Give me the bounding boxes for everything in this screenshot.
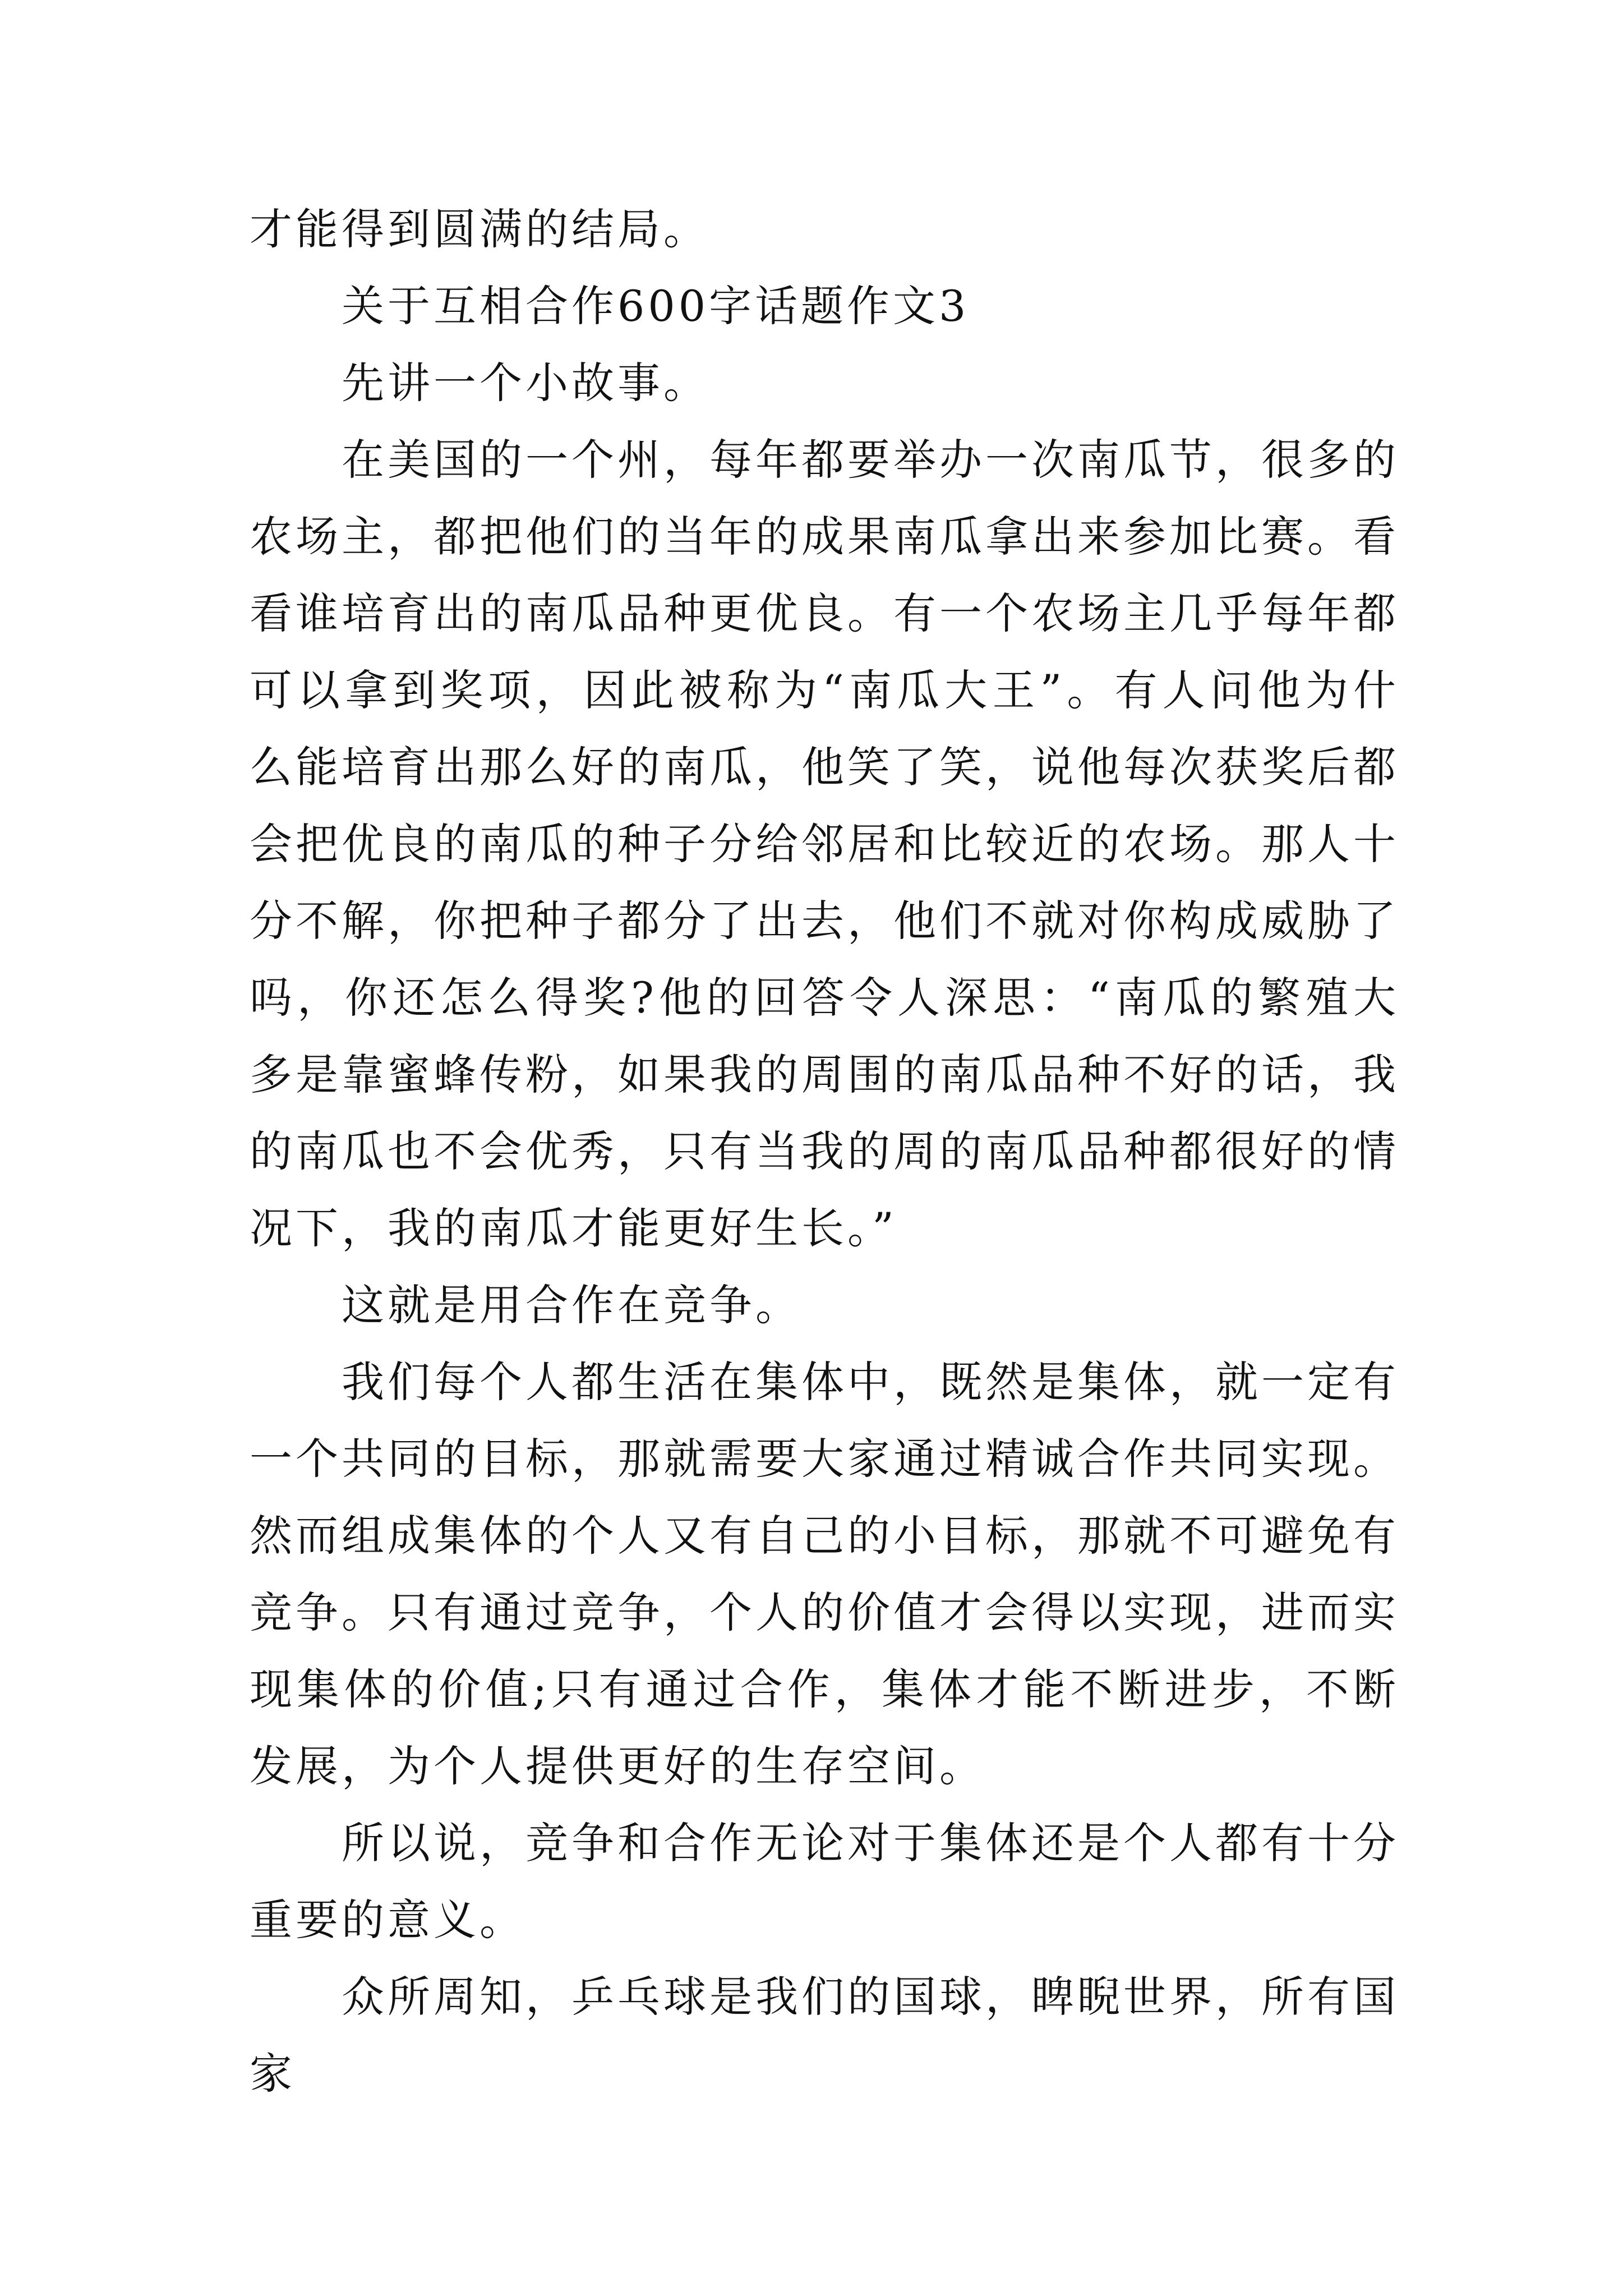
paragraph-7: 所以说，竞争和合作无论对于集体还是个人都有十分重要的意义。 bbox=[250, 1818, 1399, 1945]
document-body bbox=[250, 191, 1399, 2112]
paragraph-5: 这就是用合作在竞争。 bbox=[342, 1280, 801, 1330]
essay-title: 关于互相合作600字话题作文3 bbox=[342, 281, 970, 331]
paragraph-1: 才能得到圆满的结局。 bbox=[250, 204, 709, 254]
paragraph-6: 我们每个人都生活在集体中，既然是集体，就一定有一个共同的目标，那就需要大家通过精诚合作共同实现。然而组成集体的个人又有自己的小目标，那就不可避免有竞争。只有通过竞争，个人的价值才会得以实现，进而实现集体的价值;只有通过合作，集体才能不断进步，不断发展，为个人提供更好的生存空间。 bbox=[250, 1357, 1399, 1791]
paragraph-3: 先讲一个小故事。 bbox=[342, 358, 709, 408]
paragraph-4: 在美国的一个州，每年都要举办一次南瓜节，很多的农场主，都把他们的当年的成果南瓜拿出来参加比赛。看看谁培育出的南瓜品种更优良。有一个农场主几乎每年都可以拿到奖项，因此被称为“南瓜大王”。有人问他为什么能培育出那么好的南瓜，他笑了笑，说他每次获奖后都会把优良的南瓜的种子分给邻居和比较近的农场。那人十分不解，你把种子都分了出去，他们不就对你构成威胁了吗，你还怎么得奖?他的回答令人深思：“南瓜的繁殖大多是靠蜜蜂传粉，如果我的周围的南瓜品种不好的话，我的南瓜也不会优秀，只有当我的周的南瓜品种都很好的情况下，我的南瓜才能更好生长。” bbox=[250, 435, 1399, 1253]
paragraph-8: 众所周知，乒乓球是我们的国球，睥睨世界，所有国家 bbox=[250, 1972, 1399, 2099]
